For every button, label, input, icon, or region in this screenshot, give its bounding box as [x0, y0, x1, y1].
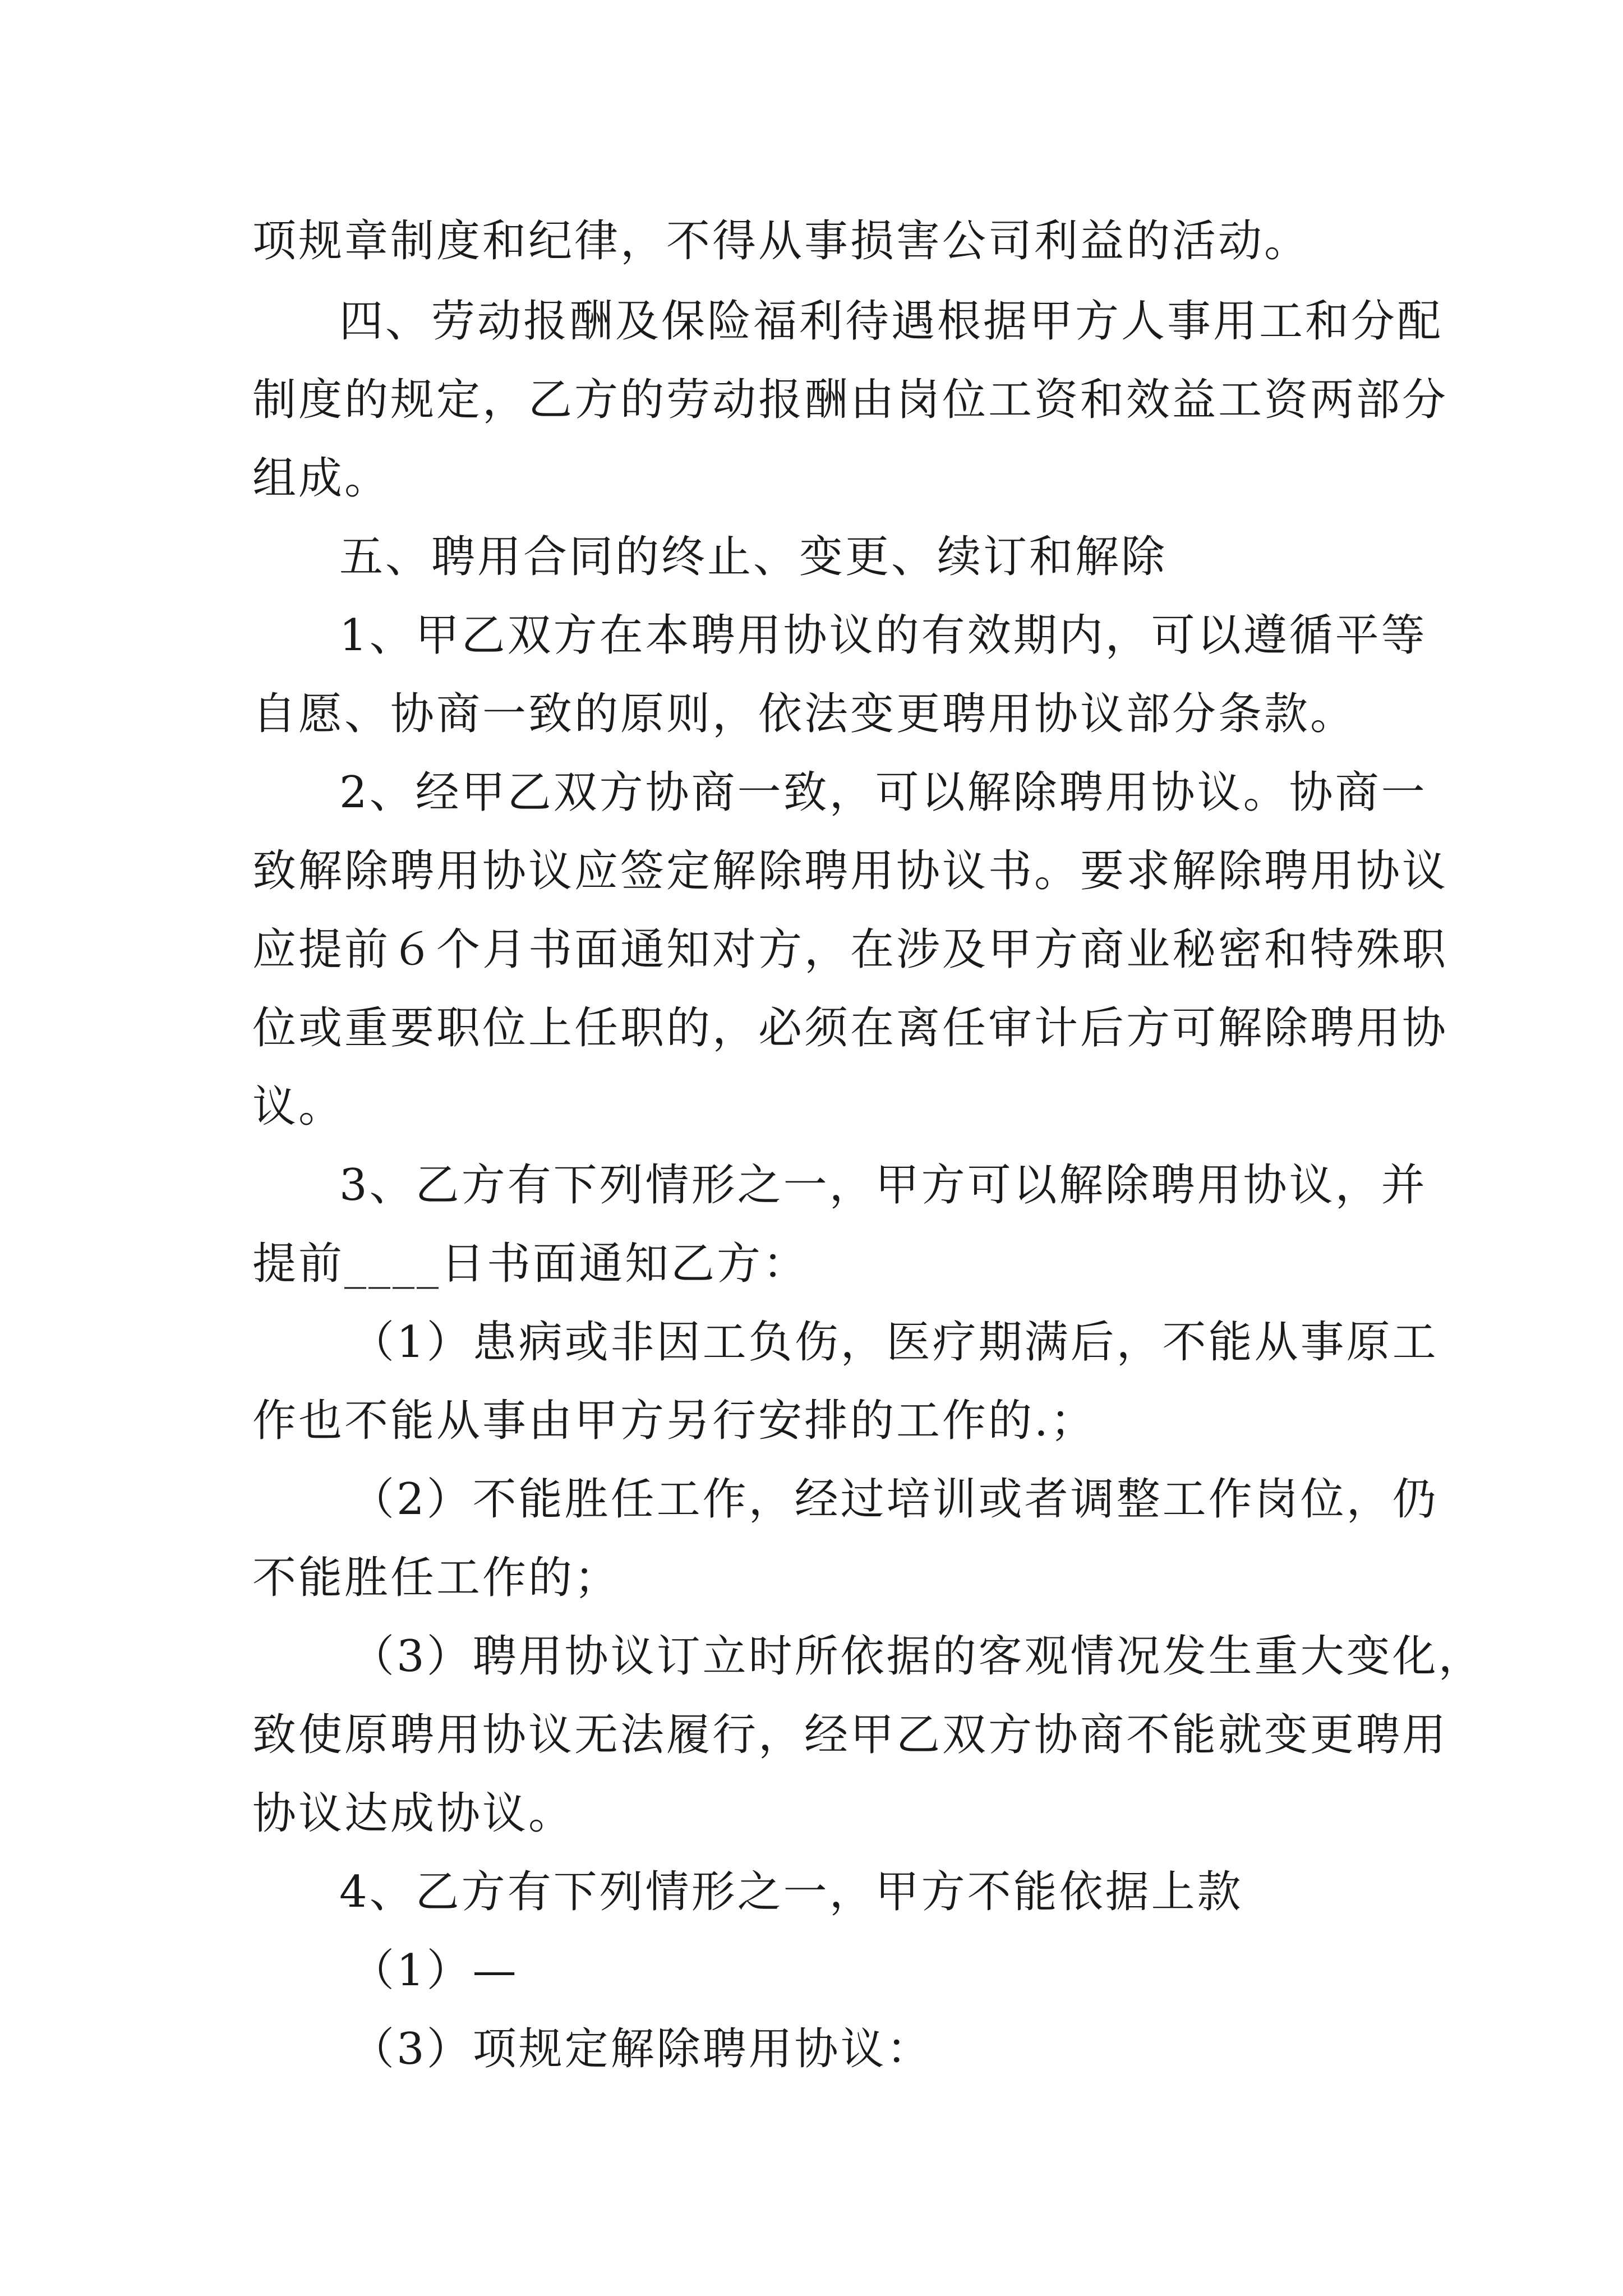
text-line: 制度的规定，乙方的劳动报酬由岗位工资和效益工资两部分 [252, 375, 1449, 425]
text-line: 致使原聘用协议无法履行，经甲乙双方协商不能就变更聘用 [252, 1710, 1449, 1760]
list-item: （3）聘用协议订立时所依据的客观情况发生重大变化， [351, 1631, 1484, 1682]
list-item: （2）不能胜任工作，经过培训或者调整工作岗位，仍 [351, 1474, 1438, 1525]
text-line: 组成。 [252, 453, 391, 504]
text-line: 议。 [252, 1082, 345, 1132]
text-line: 1、甲乙双方在本聘用协议的有效期内，可以遵循平等 [339, 610, 1427, 661]
text-line: 作也不能从事由甲方另行安排的工作的.； [252, 1396, 1096, 1446]
list-item: （1）患病或非因工负伤，医疗期满后，不能从事原工 [351, 1317, 1438, 1368]
text-line: 位或重要职位上任职的，必须在离任审计后方可解除聘用协 [252, 1003, 1449, 1053]
text-line: 应提前６个月书面通知对方，在涉及甲方商业秘密和特殊职 [252, 924, 1449, 975]
text-line: 致解除聘用协议应签定解除聘用协议书。要求解除聘用协议 [252, 846, 1449, 896]
section-heading: 五、聘用合同的终止、变更、续订和解除 [339, 532, 1168, 582]
list-item: （1）— [351, 1945, 519, 1996]
text-line: 2、经甲乙双方协商一致，可以解除聘用协议。协商一 [339, 767, 1427, 818]
text-line: 自愿、协商一致的原则，依法变更聘用协议部分条款。 [252, 689, 1357, 739]
list-item: （3）项规定解除聘用协议： [351, 2024, 933, 2074]
text-line: 3、乙方有下列情形之一，甲方可以解除聘用协议，并 [339, 1160, 1427, 1211]
text-line: 四、劳动报酬及保险福利待遇根据甲方人事用工和分配 [339, 296, 1444, 347]
text-line: 协议达成协议。 [252, 1788, 575, 1839]
text-line: 4、乙方有下列情形之一，甲方不能依据上款 [339, 1867, 1243, 1917]
text-line: 不能胜任工作的； [252, 1553, 621, 1603]
text-line: 项规章制度和纪律，不得从事损害公司利益的活动。 [252, 216, 1311, 266]
text-line: 提前____日书面通知乙方： [252, 1239, 809, 1289]
